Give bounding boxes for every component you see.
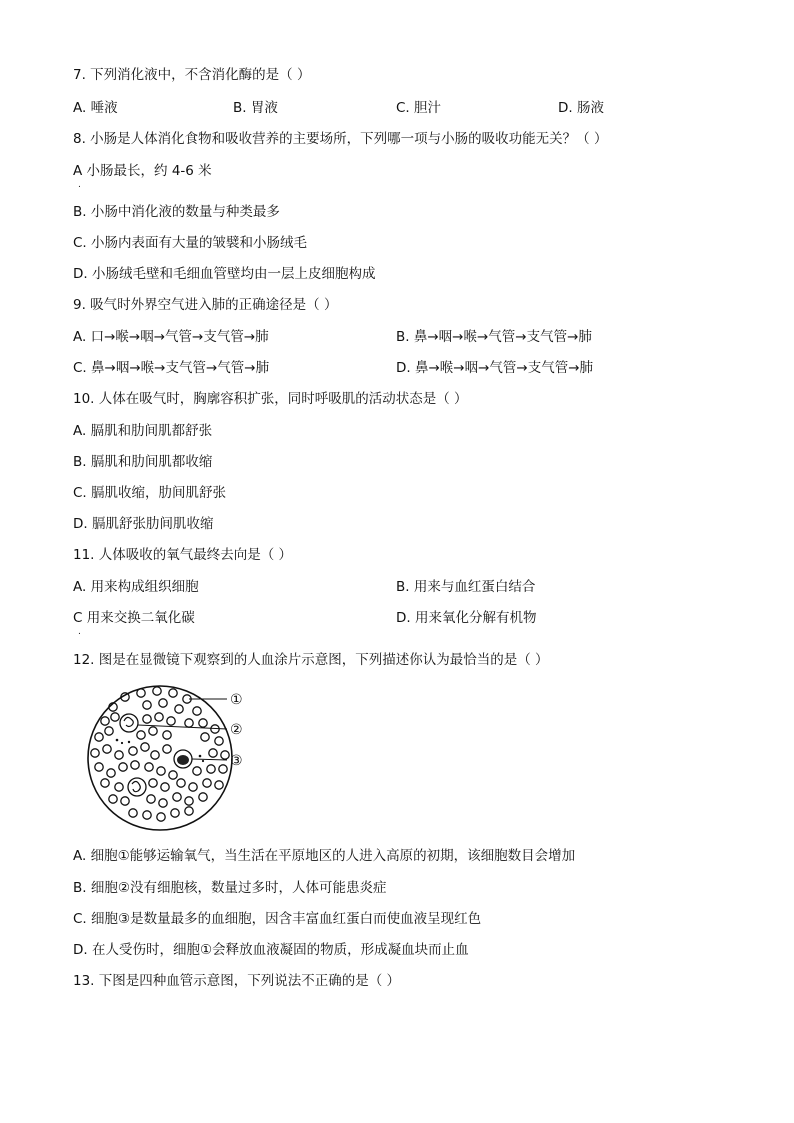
- q8-option-b: B. 小肠中消化液的数量与种类最多: [73, 204, 280, 220]
- q9-stem: 9. 吸气时外界空气进入肺的正确途径是（ ）: [73, 297, 338, 313]
- q11-option-b: B. 用来与血红蛋白结合: [396, 579, 536, 595]
- q7-stem: 7. 下列消化液中，不含消化酶的是（ ）: [73, 67, 311, 83]
- q12-option-b: B. 细胞②没有细胞核，数量过多时，人体可能患炎症: [73, 880, 387, 896]
- q10-option-c: C. 膈肌收缩，肋间肌舒张: [73, 485, 227, 501]
- stray-dot: .: [78, 627, 81, 637]
- q11-stem: 11. 人体吸收的氧气最终去向是（ ）: [73, 547, 293, 563]
- q10-option-a: A. 膈肌和肋间肌都舒张: [73, 423, 213, 439]
- q12-option-d: D. 在人受伤时，细胞①会释放血液凝固的物质，形成凝血块而止血: [73, 942, 469, 958]
- q7-option-b: B. 胃液: [233, 100, 278, 116]
- white-blood-cell-3: [174, 750, 192, 768]
- q8-option-d: D. 小肠绒毛壁和毛细血管壁均由一层上皮细胞构成: [73, 266, 376, 282]
- q7-option-a: A. 唾液: [73, 100, 118, 116]
- q8-stem: 8. 小肠是人体消化食物和吸收营养的主要场所，下列哪一项与小肠的吸收功能无关？（ ）: [73, 131, 608, 147]
- q10-option-b: B. 膈肌和肋间肌都收缩: [73, 454, 213, 470]
- q8-option-c: C. 小肠内表面有大量的皱襞和小肠绒毛: [73, 235, 308, 251]
- q7-option-d: D. 肠液: [558, 100, 604, 116]
- q9-option-c: C. 鼻→咽→喉→支气管→气管→肺: [73, 360, 270, 376]
- q12-stem: 12. 图是在显微镜下观察到的人血涂片示意图，下列描述你认为最恰当的是（ ）: [73, 652, 549, 668]
- q12-option-a: A. 细胞①能够运输氧气，当生活在平原地区的人进入高原的初期，该细胞数目会增加: [73, 848, 576, 864]
- white-blood-cell-lower: [128, 778, 146, 796]
- q8-option-a: A 小肠最长，约 4-6 米: [73, 163, 212, 179]
- q12-option-c: C. 细胞③是数量最多的血细胞，因含丰富血红蛋白而使血液呈现红色: [73, 911, 482, 927]
- label-3: ③: [230, 753, 243, 769]
- stray-dot: .: [78, 180, 81, 190]
- q13-stem: 13. 下图是四种血管示意图，下列说法不正确的是（ ）: [73, 973, 401, 989]
- q9-option-d: D. 鼻→喉→咽→气管→支气管→肺: [396, 360, 594, 376]
- q9-option-a: A. 口→喉→咽→气管→支气管→肺: [73, 329, 269, 345]
- q9-option-b: B. 鼻→咽→喉→气管→支气管→肺: [396, 329, 592, 345]
- label-2: ②: [230, 722, 243, 738]
- label-1: ①: [230, 692, 243, 708]
- q11-option-a: A. 用来构成组织细胞: [73, 579, 199, 595]
- blood-smear-figure: [85, 683, 260, 833]
- white-blood-cell-2: [120, 714, 138, 732]
- q10-option-d: D. 膈肌舒张肋间肌收缩: [73, 516, 214, 532]
- q10-stem: 10. 人体在吸气时，胸廓容积扩张，同时呼吸肌的活动状态是（ ）: [73, 391, 468, 407]
- q11-option-d: D. 用来氧化分解有机物: [396, 610, 537, 626]
- q11-option-c: C 用来交换二氧化碳: [73, 610, 195, 626]
- q7-option-c: C. 胆汁: [396, 100, 442, 116]
- smear-field-outline: [88, 686, 232, 830]
